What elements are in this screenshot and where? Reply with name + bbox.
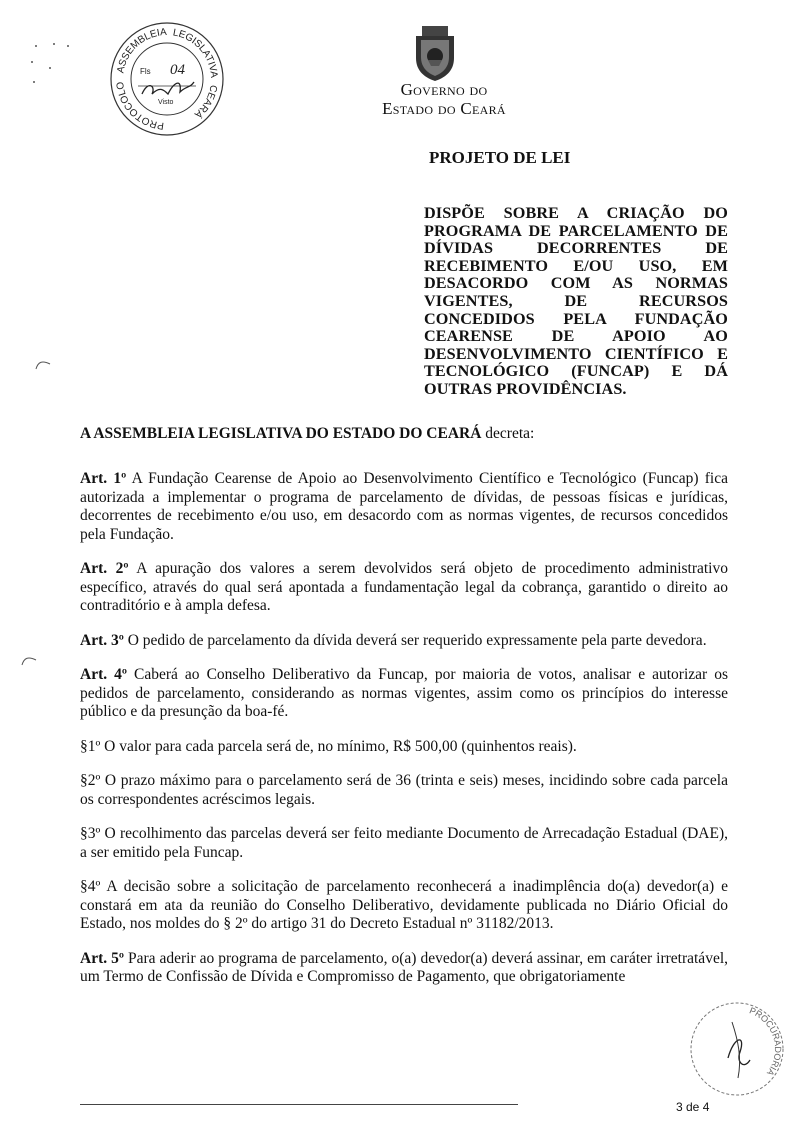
bill-summary: DISPÕE SOBRE A CRIAÇÃO DO PROGRAMA DE PARCELAMENTO DE DÍVIDAS DECORRENTES DE RECEBIMENTO E/OU USO, EM DESACORDO COM AS NORMAS VIGENTES, DE RECURSOS CONCEDIDOS PELA FUNDAÇÃO CEARENSE DE APOIO AO DESENVOLVIMENTO CIENTÍFICO E TECNOLÓGICO (FUNCAP) E DÁ OUTRAS PROVIDÊNCIAS. [424, 204, 728, 398]
document-body [80, 470, 728, 1003]
article-text: Caberá ao Conselho Deliberativo da Funcap, por maioria de votos, analisar e autorizar os pedidos de parcelamento, considerando as normas vigentes, assim como os princípios do interesse público e da presunção da boa-fé. [80, 666, 728, 720]
decree-subject: A ASSEMBLEIA LEGISLATIVA DO ESTADO DO CEARÁ [80, 425, 482, 442]
stamp-ring-left: ASSEMBLEIA [115, 26, 168, 75]
stamp-fls-value: 04 [170, 62, 185, 78]
government-line: Governo do [400, 80, 488, 99]
article-text: A apuração dos valores a serem devolvidos será objeto de procedimento administrativo específico, através do qual será apontada a fundamentação legal da cobrança, garantido o direito ao contraditório e à ampla defesa. [80, 560, 728, 614]
page-number: 3 de 4 [676, 1100, 710, 1114]
paragraph-1: §1º O valor para cada parcela será de, no mínimo, R$ 500,00 (quinhentos reais). [80, 737, 577, 755]
protocol-stamp [108, 20, 226, 138]
corner-stamp-ring: PROCURADORIA [748, 1005, 784, 1078]
article-label: Art. 2º [80, 560, 129, 577]
svg-text:CEARÁ [192, 84, 219, 122]
margin-mark [34, 358, 52, 370]
state-crest-icon [412, 24, 458, 82]
article-label: Art. 5º [80, 949, 124, 967]
article-label: Art. 4º [80, 666, 127, 683]
svg-text:PROCURADORIA [748, 1005, 783, 1077]
stamp-ring-bottom: PROTOCOLO [114, 81, 165, 131]
decree-verb: decreta: [481, 425, 535, 442]
paragraph-3: §3º O recolhimento das parcelas deverá ser feito mediante Documento de Arrecadação Estadual (DAE), a ser emitido pela Funcap. [80, 825, 728, 861]
margin-mark [20, 654, 38, 666]
stamp-ring-right: CEARÁ [192, 83, 219, 120]
paragraph-4: §4º A decisão sobre a solicitação de parcelamento reconhecerá a inadimplência do(a) devedor(a) e constará em ata da reunião do Conselho Deliberativo, devidamente publicada no Diário Oficial do Estado, nos moldes do § 2º do artigo 31 do Decreto Estadual nº 31182/2013. [80, 878, 728, 932]
scan-dots [28, 38, 88, 98]
article-5 [80, 950, 728, 987]
footer-rule [80, 1104, 518, 1105]
stamp-signature [142, 82, 194, 94]
article-text: Para aderir ao programa de parcelamento, o(a) devedor(a) deverá assinar, em caráter irretratável, um Termo de Confissão de Dívida e Compromisso de Pagamento, que obrigatoriamente [80, 949, 729, 985]
article-text: A Fundação Cearense de Apoio ao Desenvolvimento Científico e Tecnológico (Funcap) fica autorizada a implementar o programa de parcelamento de dívidas, de pessoas físicas e jurídicas, decorrentes de recebimento e/ou uso, em desacordo com as normas vigentes, de recursos concedidos pela Fundação. [80, 470, 728, 543]
article-3 [80, 632, 728, 651]
article-4 [80, 666, 728, 722]
stamp-visto-label: Visto [158, 99, 174, 106]
article-label: Art. 3º [80, 631, 124, 649]
article-2 [80, 560, 728, 616]
decree-line [80, 425, 534, 443]
procuradoria-stamp [688, 1000, 786, 1098]
article-1 [80, 470, 728, 544]
document-title: PROJETO DE LEI [429, 148, 571, 167]
paragraph-2: §2º O prazo máximo para o parcelamento será de 36 (trinta e seis) meses, incidindo sobre cada parcela os correspondentes acréscimos legais. [80, 772, 728, 808]
article-text: O pedido de parcelamento da dívida deverá ser requerido expressamente pela parte devedora. [123, 631, 707, 649]
article-label: Art. 1º [80, 470, 127, 487]
government-header [354, 80, 534, 118]
state-line: Estado do Ceará [382, 99, 506, 118]
stamp-ring-top: LEGISLATIVA [171, 27, 220, 79]
stamp-fls-label: Fls [140, 67, 151, 76]
